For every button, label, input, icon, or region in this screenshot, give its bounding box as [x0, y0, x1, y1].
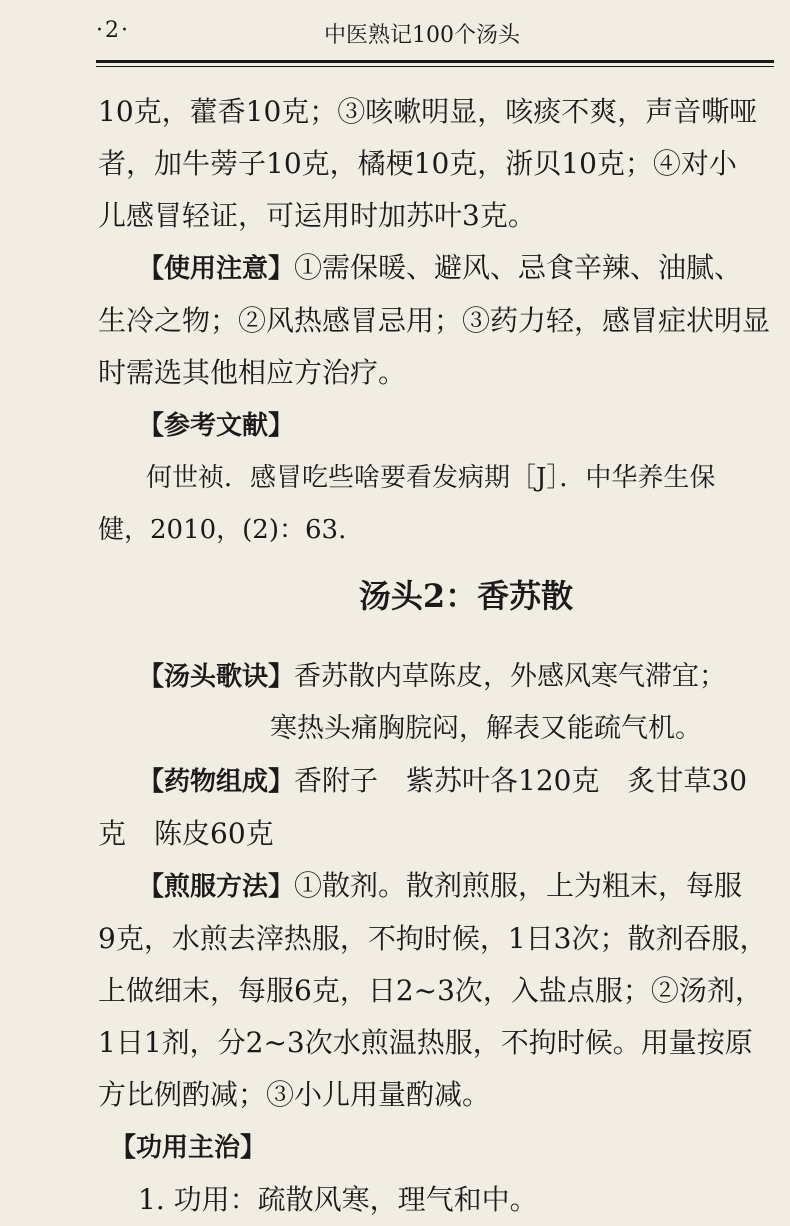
references-heading — [98, 399, 774, 452]
method-label: 【煎服方法】 — [138, 872, 295, 902]
text-line: 上做细末，每服6克，日2~3次，入盐点服；②汤剂， — [98, 974, 763, 1007]
verse-label: 【汤头歌诀】 — [138, 662, 295, 692]
header-rule-thin — [96, 66, 774, 67]
verse-line: 香苏散内草陈皮，外感风寒气滞宜； — [294, 661, 727, 692]
text-line: 生冷之物；②风热感冒忌用；③药力轻，感冒症状明显 — [98, 304, 771, 337]
page-body — [98, 86, 774, 1226]
reference-line: 健，2010，(2)：63. — [98, 515, 347, 545]
text-line: 儿感冒轻证，可运用时加苏叶3克。 — [98, 199, 536, 232]
composition-label: 【药物组成】 — [138, 767, 295, 797]
text-line: 10克，藿香10克；③咳嗽明显，咳痰不爽，声音嘶哑 — [98, 95, 758, 128]
usage-notes-label: 【使用注意】 — [138, 254, 295, 284]
usage-notes-text: ①需保暖、避风、忌食辛辣、油腻、 — [294, 251, 743, 284]
header-rule-thick — [96, 60, 774, 63]
method-text: ①散剂。散剂煎服，上为粗末，每服 — [294, 869, 743, 902]
running-title: 中医熟记100个汤头 — [324, 23, 520, 48]
composition-block — [98, 755, 774, 808]
text-line: 者，加牛蒡子10克，橘梗10克，浙贝10克；④对小 — [98, 147, 737, 180]
verse-line: 寒热头痛胸脘闷，解表又能疏气机。 — [270, 713, 702, 744]
reference-line: 何世祯．感冒吃些啥要看发病期［J］．中华养生保 — [146, 463, 716, 493]
composition-text: 香附子 紫苏叶各120克 炙甘草30 — [294, 764, 748, 797]
page-header — [96, 12, 774, 52]
indications-line: 1. 功用：疏散风寒，理气和中。 — [138, 1183, 538, 1216]
references-label: 【参考文献】 — [138, 411, 295, 441]
verse-block — [98, 650, 774, 703]
method-block — [98, 860, 774, 913]
text-line: 克 陈皮60克 — [98, 817, 274, 850]
text-line: 9克，水煎去滓热服，不拘时候，1日3次；散剂吞服， — [98, 922, 768, 955]
indications-label: 【功用主治】 — [110, 1133, 267, 1163]
indications-heading — [98, 1121, 774, 1174]
section-title: 汤头2：香苏散 — [358, 577, 574, 615]
usage-notes — [98, 242, 774, 295]
page-number: ·2· — [96, 18, 130, 43]
text-line: 1日1剂，分2~3次水煎温热服，不拘时候。用量按原 — [98, 1026, 753, 1059]
text-line: 时需选其他相应方治疗。 — [98, 356, 407, 389]
text-line: 方比例酌减；③小儿用量酌减。 — [98, 1078, 491, 1111]
